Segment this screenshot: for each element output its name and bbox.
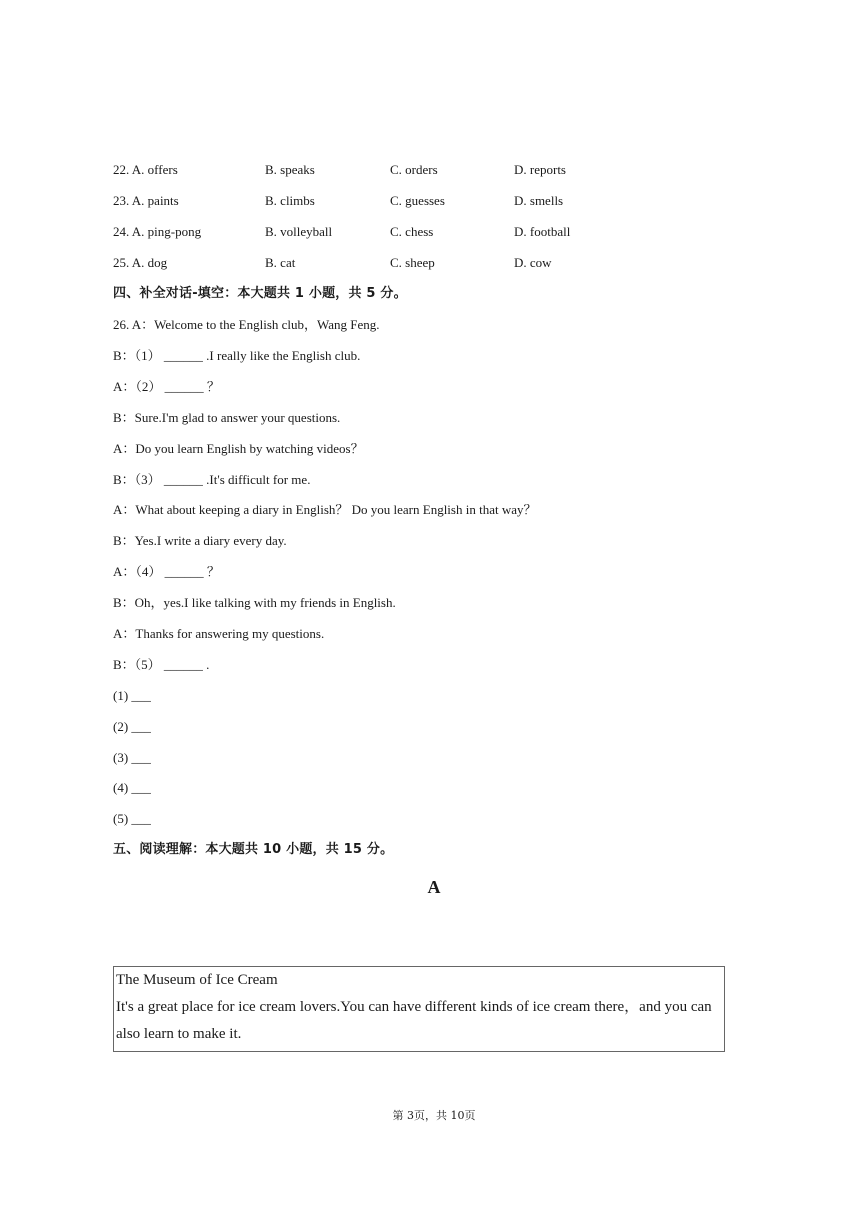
passage-text: It's a great place for ice cream lovers.You can have different kinds of ice cream there，and you can also learn to make it. <box>116 999 712 1042</box>
option-24-d: D. football <box>514 224 571 239</box>
option-25-a: 25. A. dog <box>113 255 168 270</box>
dialogue-line: B：（3） ______ .It's difficult for me. <box>113 472 311 487</box>
option-24-b: B. volleyball <box>265 224 333 239</box>
answer-blank-3[interactable]: (3) ___ <box>113 750 151 765</box>
page-footer: 第 3页，共 10页 <box>392 1109 476 1122</box>
option-24-c: C. chess <box>390 224 434 239</box>
passage-box <box>113 966 725 1052</box>
dialogue-line: A：（2） ______ ？ <box>113 379 220 394</box>
option-23-b: B. climbs <box>265 193 315 208</box>
dialogue-line: A：What about keeping a diary in English？ Do you learn English in that way？ <box>113 502 537 517</box>
answer-blank-1[interactable]: (1) ___ <box>113 688 151 703</box>
dialogue-line: 26. A：Welcome to the English club，Wang Feng. <box>113 317 380 332</box>
option-24-a: 24. A. ping-pong <box>113 224 202 239</box>
option-23-a: 23. A. paints <box>113 193 179 208</box>
answer-blank-5[interactable]: (5) ___ <box>113 811 151 826</box>
option-22-a: 22. A. offers <box>113 162 178 177</box>
option-22-b: B. speaks <box>265 162 315 177</box>
dialogue-line: B：Sure.I'm glad to answer your questions. <box>113 410 341 425</box>
dialogue-line: B：（1） ______ .I really like the English club. <box>113 348 361 363</box>
answer-blank-4[interactable]: (4) ___ <box>113 780 151 795</box>
option-25-c: C. sheep <box>390 255 435 270</box>
section-5-heading: 五、阅读理解：本大题共 10 小题，共 15 分。 <box>113 842 394 857</box>
dialogue-line: A：Do you learn English by watching videos？ <box>113 441 364 456</box>
dialogue-line: A：Thanks for answering my questions. <box>113 626 325 641</box>
dialogue-line: A：（4） ______ ？ <box>113 564 220 579</box>
option-25-d: D. cow <box>514 255 552 270</box>
passage-title: The Museum of Ice Cream <box>116 972 278 988</box>
dialogue-line: B：（5） ______ . <box>113 657 210 672</box>
section-4-heading: 四、补全对话-填空：本大题共 1 小题，共 5 分。 <box>113 286 407 301</box>
option-22-d: D. reports <box>514 162 566 177</box>
option-25-b: B. cat <box>265 255 296 270</box>
option-23-d: D. smells <box>514 193 564 208</box>
dialogue-line: B：Oh，yes.I like talking with my friends in English. <box>113 595 396 610</box>
dialogue-line: B：Yes.I write a diary every day. <box>113 533 287 548</box>
passage-letter: A <box>427 877 441 897</box>
answer-blank-2[interactable]: (2) ___ <box>113 719 151 734</box>
option-22-c: C. orders <box>390 162 438 177</box>
option-23-c: C. guesses <box>390 193 445 208</box>
